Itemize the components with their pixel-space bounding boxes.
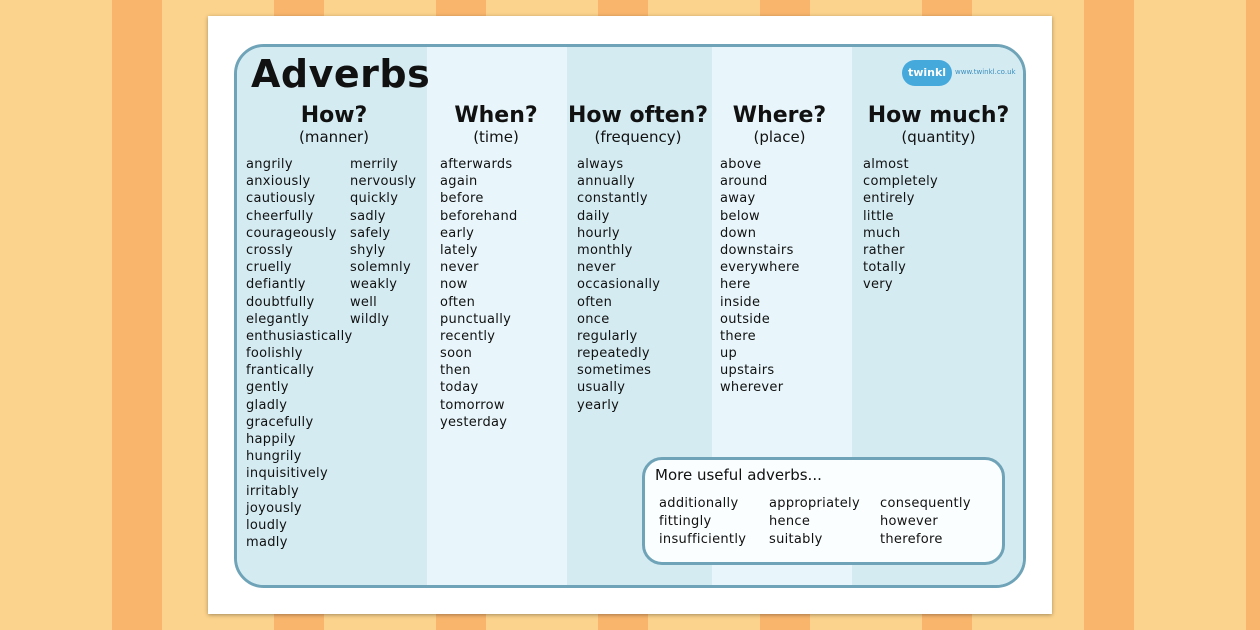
adverb-item: beforehand — [440, 208, 518, 224]
logo-website: www.twinkl.co.uk — [955, 68, 1016, 76]
adverb-item: repeatedly — [577, 346, 650, 362]
heading-time-title: When? — [454, 103, 538, 128]
adverb-item: once — [577, 311, 610, 327]
adverb-item: inquisitively — [246, 466, 328, 482]
adverb-item: sadly — [350, 208, 386, 224]
adverb-item: gracefully — [246, 414, 314, 430]
list-frequency — [577, 156, 660, 414]
adverb-item: however — [880, 514, 938, 529]
adverb-item: fittingly — [659, 514, 712, 529]
adverb-item: down — [720, 225, 757, 241]
adverb-item: gently — [246, 380, 289, 396]
adverb-item: wildly — [350, 311, 390, 327]
adverb-item: consequently — [880, 496, 971, 511]
adverb-item: usually — [577, 380, 626, 396]
adverb-item: annually — [577, 174, 635, 190]
heading-quantity-title: How much? — [867, 103, 1010, 128]
heading-place-sub: (place) — [753, 128, 806, 146]
adverb-item: loudly — [246, 517, 288, 533]
adverb-item: enthusiastically — [246, 328, 353, 344]
heading-manner-sub: (manner) — [299, 128, 369, 146]
adverb-item: yearly — [577, 397, 620, 413]
adverb-item: downstairs — [720, 242, 794, 258]
adverb-item: doubtfully — [246, 294, 315, 310]
page-title: Adverbs — [251, 52, 431, 96]
adverb-item: solemnly — [350, 260, 411, 276]
adverb-item: nervously — [350, 174, 417, 190]
adverb-item: never — [577, 260, 616, 276]
heading-manner-title: How? — [300, 103, 368, 128]
adverb-item: totally — [863, 260, 907, 276]
adverb-item: everywhere — [720, 260, 800, 276]
adverb-item: irritably — [246, 483, 300, 499]
adverb-item: suitably — [769, 532, 823, 547]
adverb-item: never — [440, 260, 479, 276]
adverb-item: punctually — [440, 311, 512, 327]
adverb-item: joyously — [246, 500, 302, 516]
adverb-item: there — [720, 328, 756, 344]
adverb-item: weakly — [350, 277, 398, 293]
adverb-item: up — [720, 346, 738, 362]
heading-place — [722, 104, 837, 146]
heading-quantity — [866, 104, 1011, 146]
adverb-item: above — [720, 157, 762, 172]
adverb-item: happily — [246, 432, 296, 447]
more-list-col3 — [880, 495, 971, 549]
adverb-item: daily — [577, 208, 610, 224]
heading-frequency-sub: (frequency) — [594, 128, 682, 146]
adverb-item: here — [720, 277, 751, 293]
adverb-item: wherever — [720, 380, 784, 396]
adverb-item: tomorrow — [440, 397, 505, 413]
adverb-item: well — [350, 294, 378, 310]
adverb-item: anxiously — [246, 174, 311, 190]
adverb-item: often — [440, 294, 476, 310]
twinkl-logo: twinkl — [902, 60, 952, 86]
heading-frequency-title: How often? — [568, 103, 709, 128]
more-adverbs-title: More useful adverbs... — [655, 466, 822, 484]
adverb-item: foolishly — [246, 346, 303, 362]
adverb-item: additionally — [659, 496, 739, 511]
adverb-item: shyly — [350, 242, 386, 258]
adverb-item: crossly — [246, 242, 294, 258]
list-manner-b — [350, 156, 416, 328]
adverb-item: almost — [863, 157, 909, 172]
list-manner-a — [246, 156, 352, 551]
heading-frequency — [568, 104, 708, 146]
adverb-item: courageously — [246, 225, 337, 241]
adverb-item: much — [863, 225, 901, 241]
adverb-item: then — [440, 363, 471, 379]
adverb-item: yesterday — [440, 414, 508, 430]
adverb-item: often — [577, 294, 613, 310]
adverb-item: early — [440, 225, 475, 241]
adverb-item: cheerfully — [246, 208, 314, 224]
adverb-item: recently — [440, 328, 496, 344]
heading-quantity-sub: (quantity) — [901, 128, 976, 146]
heading-time — [446, 104, 546, 146]
adverb-item: completely — [863, 174, 939, 190]
adverb-item: before — [440, 191, 484, 207]
adverb-item: today — [440, 380, 479, 396]
adverb-item: cruelly — [246, 260, 292, 276]
adverb-item: elegantly — [246, 311, 310, 327]
adverb-item: frantically — [246, 363, 315, 379]
adverb-item: very — [863, 277, 893, 293]
adverb-item: again — [440, 174, 478, 190]
adverb-item: little — [863, 208, 894, 224]
heading-time-sub: (time) — [473, 128, 519, 146]
adverb-item: defiantly — [246, 277, 306, 293]
adverb-item: upstairs — [720, 363, 775, 379]
adverb-item: entirely — [863, 191, 915, 207]
adverb-item: below — [720, 208, 760, 224]
adverb-item: regularly — [577, 328, 638, 344]
heading-manner — [284, 104, 384, 146]
adverb-item: occasionally — [577, 277, 661, 293]
adverb-item: angrily — [246, 157, 293, 172]
adverb-item: lately — [440, 242, 478, 258]
adverb-item: quickly — [350, 191, 399, 207]
list-time — [440, 156, 518, 431]
adverb-item: cautiously — [246, 191, 316, 207]
heading-place-title: Where? — [732, 103, 827, 128]
adverb-item: safely — [350, 225, 391, 241]
adverb-item: hence — [769, 514, 811, 529]
more-list-col2 — [769, 495, 860, 549]
adverb-item: away — [720, 191, 756, 207]
adverb-item: inside — [720, 294, 761, 310]
adverb-item: now — [440, 277, 468, 293]
adverb-item: always — [577, 157, 624, 172]
adverb-item: appropriately — [769, 496, 860, 511]
adverb-item: soon — [440, 346, 473, 362]
adverb-item: afterwards — [440, 157, 513, 172]
adverb-item: gladly — [246, 397, 288, 413]
adverb-item: constantly — [577, 191, 648, 207]
adverb-item: madly — [246, 535, 288, 551]
adverb-item: hungrily — [246, 449, 302, 465]
adverb-item: sometimes — [577, 363, 652, 379]
adverb-item: monthly — [577, 242, 633, 258]
adverb-item: hourly — [577, 225, 620, 241]
adverb-item: around — [720, 174, 768, 190]
adverb-item: insufficiently — [659, 532, 747, 547]
more-list-col1 — [659, 495, 746, 549]
list-quantity — [863, 156, 938, 294]
list-place — [720, 156, 800, 397]
adverb-item: outside — [720, 311, 771, 327]
adverb-item: merrily — [350, 157, 399, 172]
adverb-item: therefore — [880, 532, 943, 547]
adverb-item: rather — [863, 242, 905, 258]
